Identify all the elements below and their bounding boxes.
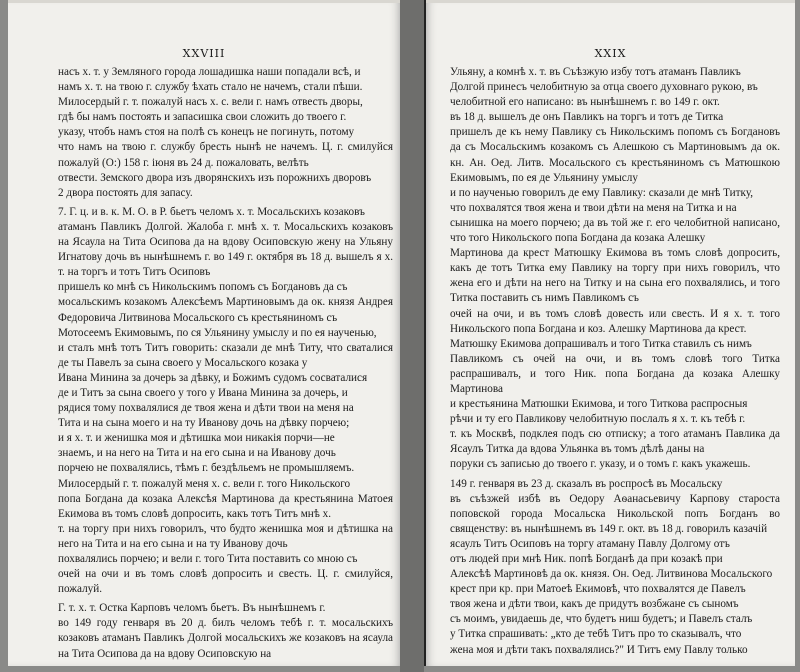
text-line: Ульяну, а комнѣ х. т. въ Съѣзжую избу тотъ атаманъ Павликъ xyxy=(450,66,741,78)
page-text xyxy=(450,65,780,658)
text-line: 149 г. генваря въ 23 д. сказалъ въ роспросѣ въ Мосальску xyxy=(450,477,723,490)
page-text xyxy=(58,65,393,662)
text-line: рядися тому похвалялися де твоя жена и дѣти твои на меня на xyxy=(58,402,354,415)
text-line: порчею не похвалялись, тѣмъ г. бездѣльемъ не промышляемъ. xyxy=(58,462,355,475)
page-number: XXVIII xyxy=(182,47,226,60)
text-line: атаманъ Павликъ Долгой. Жалоба г. мнѣ х. т. Мосальскихъ козаковъ на Ясаула на Тита Осипова да на вдову Осиповскую жену на Ульяну Игнатову дочь въ нынѣшнемъ г. во 149 г. октября въ 18 д. вышелъ я х. т. на торгъ и тотъ Титъ Осиповъ xyxy=(58,220,393,279)
text-line: очей на очи, и въ томъ словѣ довесть или свесть. И я х. т. того Никольского попа Богдана и коз. Алешку Мартинова да крест. xyxy=(450,307,780,335)
text-line: Г. т. х. т. Остка Карповъ челомъ бьетъ. Въ нынѣшнемъ г. xyxy=(58,602,326,615)
page-number: XXIX xyxy=(594,47,627,60)
text-line: Тита и на сына моего и на ту Иванову дочь на дѣвку порчею; xyxy=(58,417,350,430)
text-line: Долгой принесъ челобитную за отца своего духовнаго рукою, въ xyxy=(450,81,758,94)
text-line: Милосердый г. т. пожалуй насъ х. с. вели г. намъ отвесть дворы, xyxy=(58,96,363,109)
text-line: жена моя и дѣти такъ похвалялись?" И Титъ ему Павлу только xyxy=(450,643,748,656)
text-line: рѣчи и ту его Павликову челобитную послалъ я х. т. къ тебѣ г. xyxy=(450,413,746,426)
text-line: Павликомъ съ очей на очи, и въ томъ словѣ того Титка распрашивалъ, и того Ник. попа Богдана да козака Алешку Мартинова xyxy=(450,352,780,395)
text-line: отвести. Земского двора изъ дворянскихъ изъ порожнихъ дворовъ xyxy=(58,171,372,184)
text-line: знаемъ, и на него на Тита и на его сына и на Иванову дочь xyxy=(58,447,336,460)
text-line: Алексѣѣ Мартиновѣ да ок. князя. Он. Оед. Литвинова Мосальского xyxy=(450,568,773,581)
text-line: въ 18 д. вышелъ де онъ Павликъ на торгъ и тотъ де Титка xyxy=(450,111,724,124)
text-line: Ивана Минина за дочерь за дѣвку, и Божимъ судомъ сосваталися xyxy=(58,371,368,384)
text-line: и по наученью говорилъ де ему Павлику: сказали де мнѣ Титку, xyxy=(450,186,754,199)
text-line: поруки съ записью до твоего г. указу, и о томъ г. какъ укажешь. xyxy=(450,458,751,471)
text-line: мосальскимъ козакомъ Алексѣемъ Мартиновымъ да ок. князя Андрея Федоровича Литвинова Мосальского съ крестьяниномъ съ xyxy=(58,296,393,324)
text-line: ясаулъ Титъ Осиповъ на торгу атаману Павлу Долгому отъ xyxy=(450,537,730,550)
page-edge xyxy=(426,0,795,3)
left-page xyxy=(8,0,400,666)
text-line: пришелъ де къ нему Павлику съ Никольскимъ попомъ съ Богдановъ да съ Мосальскимъ козакомъ съ Алешкою съ Мартиновымъ да ок. кн. Ан. Оед. Литв. Мосальского съ крестьяниномъ съ Матюшкою Екимовымъ, по ея де Ульянину умыслу xyxy=(450,126,780,184)
text-line: сынишка на моего порчею; да въ той же г. его челобитной написано, что того Никольского попа Богдана да козака Алешку xyxy=(450,216,780,245)
text-line: намъ х. т. на твою г. службу ѣхать стало не начемъ, стали пѣши. xyxy=(58,81,363,94)
text-line: что похвалятся твоя жена и твои дѣти на меня на Титка и на xyxy=(450,201,737,214)
text-line: указу, чтобъ намъ стоя на полѣ съ конецъ не погинуть, потому xyxy=(58,126,355,139)
text-line: челобитной его написано: въ нынѣшнемъ г. во 149 г. окт. xyxy=(450,96,720,109)
text-line: т. на торгу при нихъ говорилъ, что будто женишка моя и дѣтишка на него на Тита и на его сына и на ту Иванову дочь xyxy=(58,522,393,550)
text-line: очей на очи и въ томъ словѣ допросить и свесть. Ц. г. смилуйся, пожалуй. xyxy=(58,568,393,596)
text-line: де и Титъ за сына своего у того у Ивана Минина за дочерь, и xyxy=(58,386,348,399)
text-line: 7. Г. ц. и в. к. М. О. в Р. бьетъ челомъ х. т. Мосальскихъ козаковъ xyxy=(58,205,365,218)
text-line: что намъ на твою г. службу бресть нынѣ не начемъ. Ц. г. смилуйся пожалуй (О:) 158 г. іюня въ 24 д. пожаловать, велѣть xyxy=(58,141,393,169)
text-line: у Титка спрашивать: „кто де тебѣ Титъ про то сказывалъ, что xyxy=(450,628,742,641)
text-line: 2 двора постоять для запасу. xyxy=(58,186,193,199)
page-edge xyxy=(8,0,400,3)
text-line: съ моимъ, увидаешь де, что будетъ ниш будетъ; и Павелъ сталъ xyxy=(450,613,753,626)
text-line: Мартинова да крест Матюшку Екимова въ томъ словѣ допросить, какъ де тотъ Титка ему Павлику на торгу при нихъ говорилъ, что жена его и дѣти на него на Титку и на сына его похвалялись, и того Титка поставить съ нимъ Павликомъ съ xyxy=(450,247,780,305)
text-line: Мотосеемъ Екимовымъ, по ся Ульянину умыслу и по ея наученью, xyxy=(58,326,377,339)
text-line: крест при кр. при Матоеѣ Екимовѣ, что похвалятся де Павелъ xyxy=(450,583,746,596)
text-line: т. къ Москвѣ, подклея подъ сю отписку; а того атаманъ Павлика да Ясаулъ Титка да вдова Ульянка въ томъ дѣлѣ даны на xyxy=(450,428,780,456)
text-line: отъ людей при мнѣ Ник. попѣ Богданѣ да при козакѣ при xyxy=(450,553,723,565)
text-line: гдѣ бы намъ постоять и запасишка свои сложить до твоего г. xyxy=(58,111,347,124)
text-line: твоя жена и дѣти твои, какъ де придутъ возбжане съ сыномъ xyxy=(450,598,739,611)
text-line: и крестьянина Матюшки Екимова, и того Титкова распросныя xyxy=(450,398,748,411)
text-line: Милосердый г. т. пожалуй меня х. с. вели г. того Никольского xyxy=(58,477,351,490)
text-line: и сталъ мнѣ тотъ Титъ говорить: сказали де мнѣ Титу, что сваталися де ты Павелъ за сына своего у Мосальского козака у xyxy=(58,341,393,369)
text-line: похвалялись порчею; и вели г. того Тита поставить со мною съ xyxy=(58,553,358,565)
text-line: во 149 году генваря въ 20 д. билъ челомъ тебѣ г. т. мосальскихъ козаковъ атаманъ Павликъ Долгой мосальскихъ же козаковъ на ясаула на Тита Осипова да на вдову Осиповскую на xyxy=(58,617,393,660)
text-line: насъ х. т. у Земляного города лошадишка наши попадали всѣ, и xyxy=(58,66,361,78)
text-line: попа Богдана да козака Алексѣя Мартинова да крестьянина Матоея Екимова въ томъ словѣ допросить, какъ тотъ Титъ мнѣ х. xyxy=(58,492,393,520)
text-line: въ съѣзжей избѣ въ Оедору Аѳанасьевичу Карпову староста поповской города Мосальска Никольской попъ Богданъ во священству: въ нынѣшнемъ въ 149 г. окт. въ 18 д. говорилъ казачій xyxy=(450,492,780,535)
text-line: и я х. т. и женишка моя и дѣтишка мои никакія порчи—не xyxy=(58,432,335,445)
text-line: Матюшку Екимова допрашивалъ и того Титка ставилъ съ нимъ xyxy=(450,337,752,350)
book-gutter xyxy=(400,0,424,672)
text-line: пришелъ ко мнѣ съ Никольскимъ попомъ съ Богдановъ да съ xyxy=(58,281,348,294)
right-page xyxy=(424,0,795,666)
